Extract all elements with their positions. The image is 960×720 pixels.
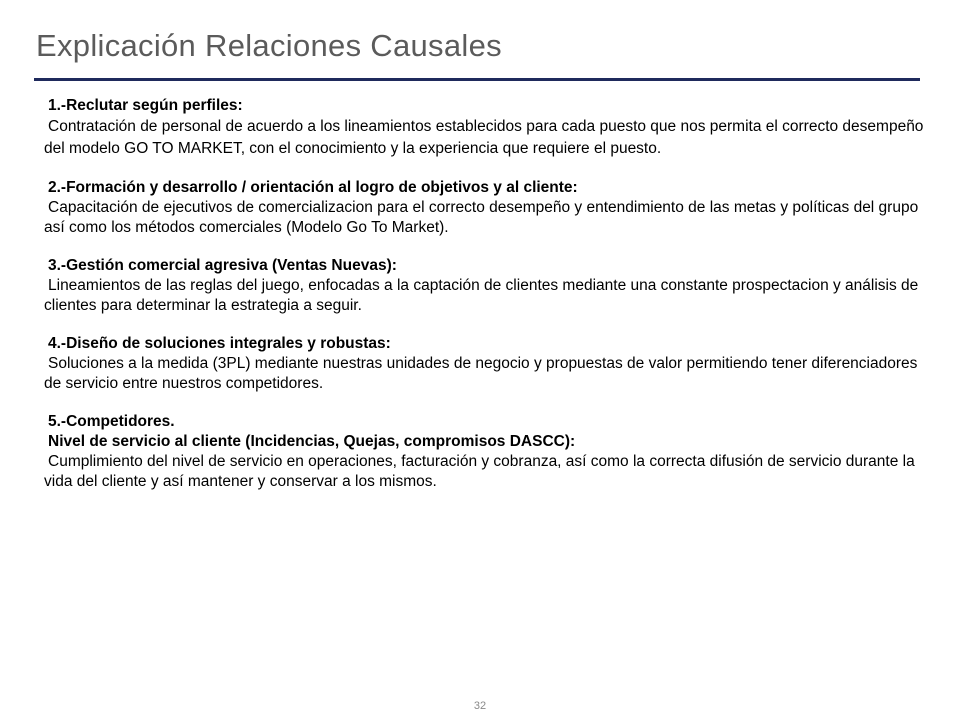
- section-heading: 2.-Formación y desarrollo / orientación al logro de objetivos y al cliente:: [48, 179, 578, 196]
- section-gestion-comercial: [44, 256, 924, 316]
- section-body: Contratación de personal de acuerdo a los lineamientos establecidos para cada puesto que nos permita el correcto desempeño del modelo GO TO MARKET, con el conocimiento y la experiencia que requiere el puesto.: [44, 118, 924, 157]
- page-number: 32: [473, 700, 487, 712]
- section-reclutar: [44, 96, 924, 160]
- slide-title: Explicación Relaciones Causales: [36, 28, 502, 63]
- section-heading: 3.-Gestión comercial agresiva (Ventas Nuevas):: [48, 257, 397, 274]
- section-competidores: [44, 412, 924, 492]
- section-subheading: Nivel de servicio al cliente (Incidencias, Quejas, compromisos DASCC):: [48, 433, 576, 450]
- section-heading: 1.-Reclutar según perfiles:: [48, 97, 243, 114]
- section-body: Soluciones a la medida (3PL) mediante nuestras unidades de negocio y propuestas de valor permitiendo tener diferenciadores de servicio entre nuestros competidores.: [44, 355, 918, 392]
- slide-content: [44, 96, 924, 510]
- section-body: Capacitación de ejecutivos de comercializacion para el correcto desempeño y entendimiento de las metas y políticas del grupo así como los métodos comerciales (Modelo Go To Market).: [44, 199, 919, 236]
- section-body: Cumplimiento del nivel de servicio en operaciones, facturación y cobranza, así como la correcta difusión de servicio durante la vida del cliente y así mantener y conservar a los mismos.: [44, 453, 915, 490]
- section-heading: 4.-Diseño de soluciones integrales y robustas:: [48, 335, 391, 352]
- section-formacion: [44, 178, 924, 238]
- title-divider: [34, 78, 920, 81]
- section-soluciones: [44, 334, 924, 394]
- section-body: Lineamientos de las reglas del juego, enfocadas a la captación de clientes mediante una constante prospectacion y análisis de clientes para determinar la estrategia a seguir.: [44, 277, 919, 314]
- section-heading: 5.-Competidores.: [48, 413, 175, 430]
